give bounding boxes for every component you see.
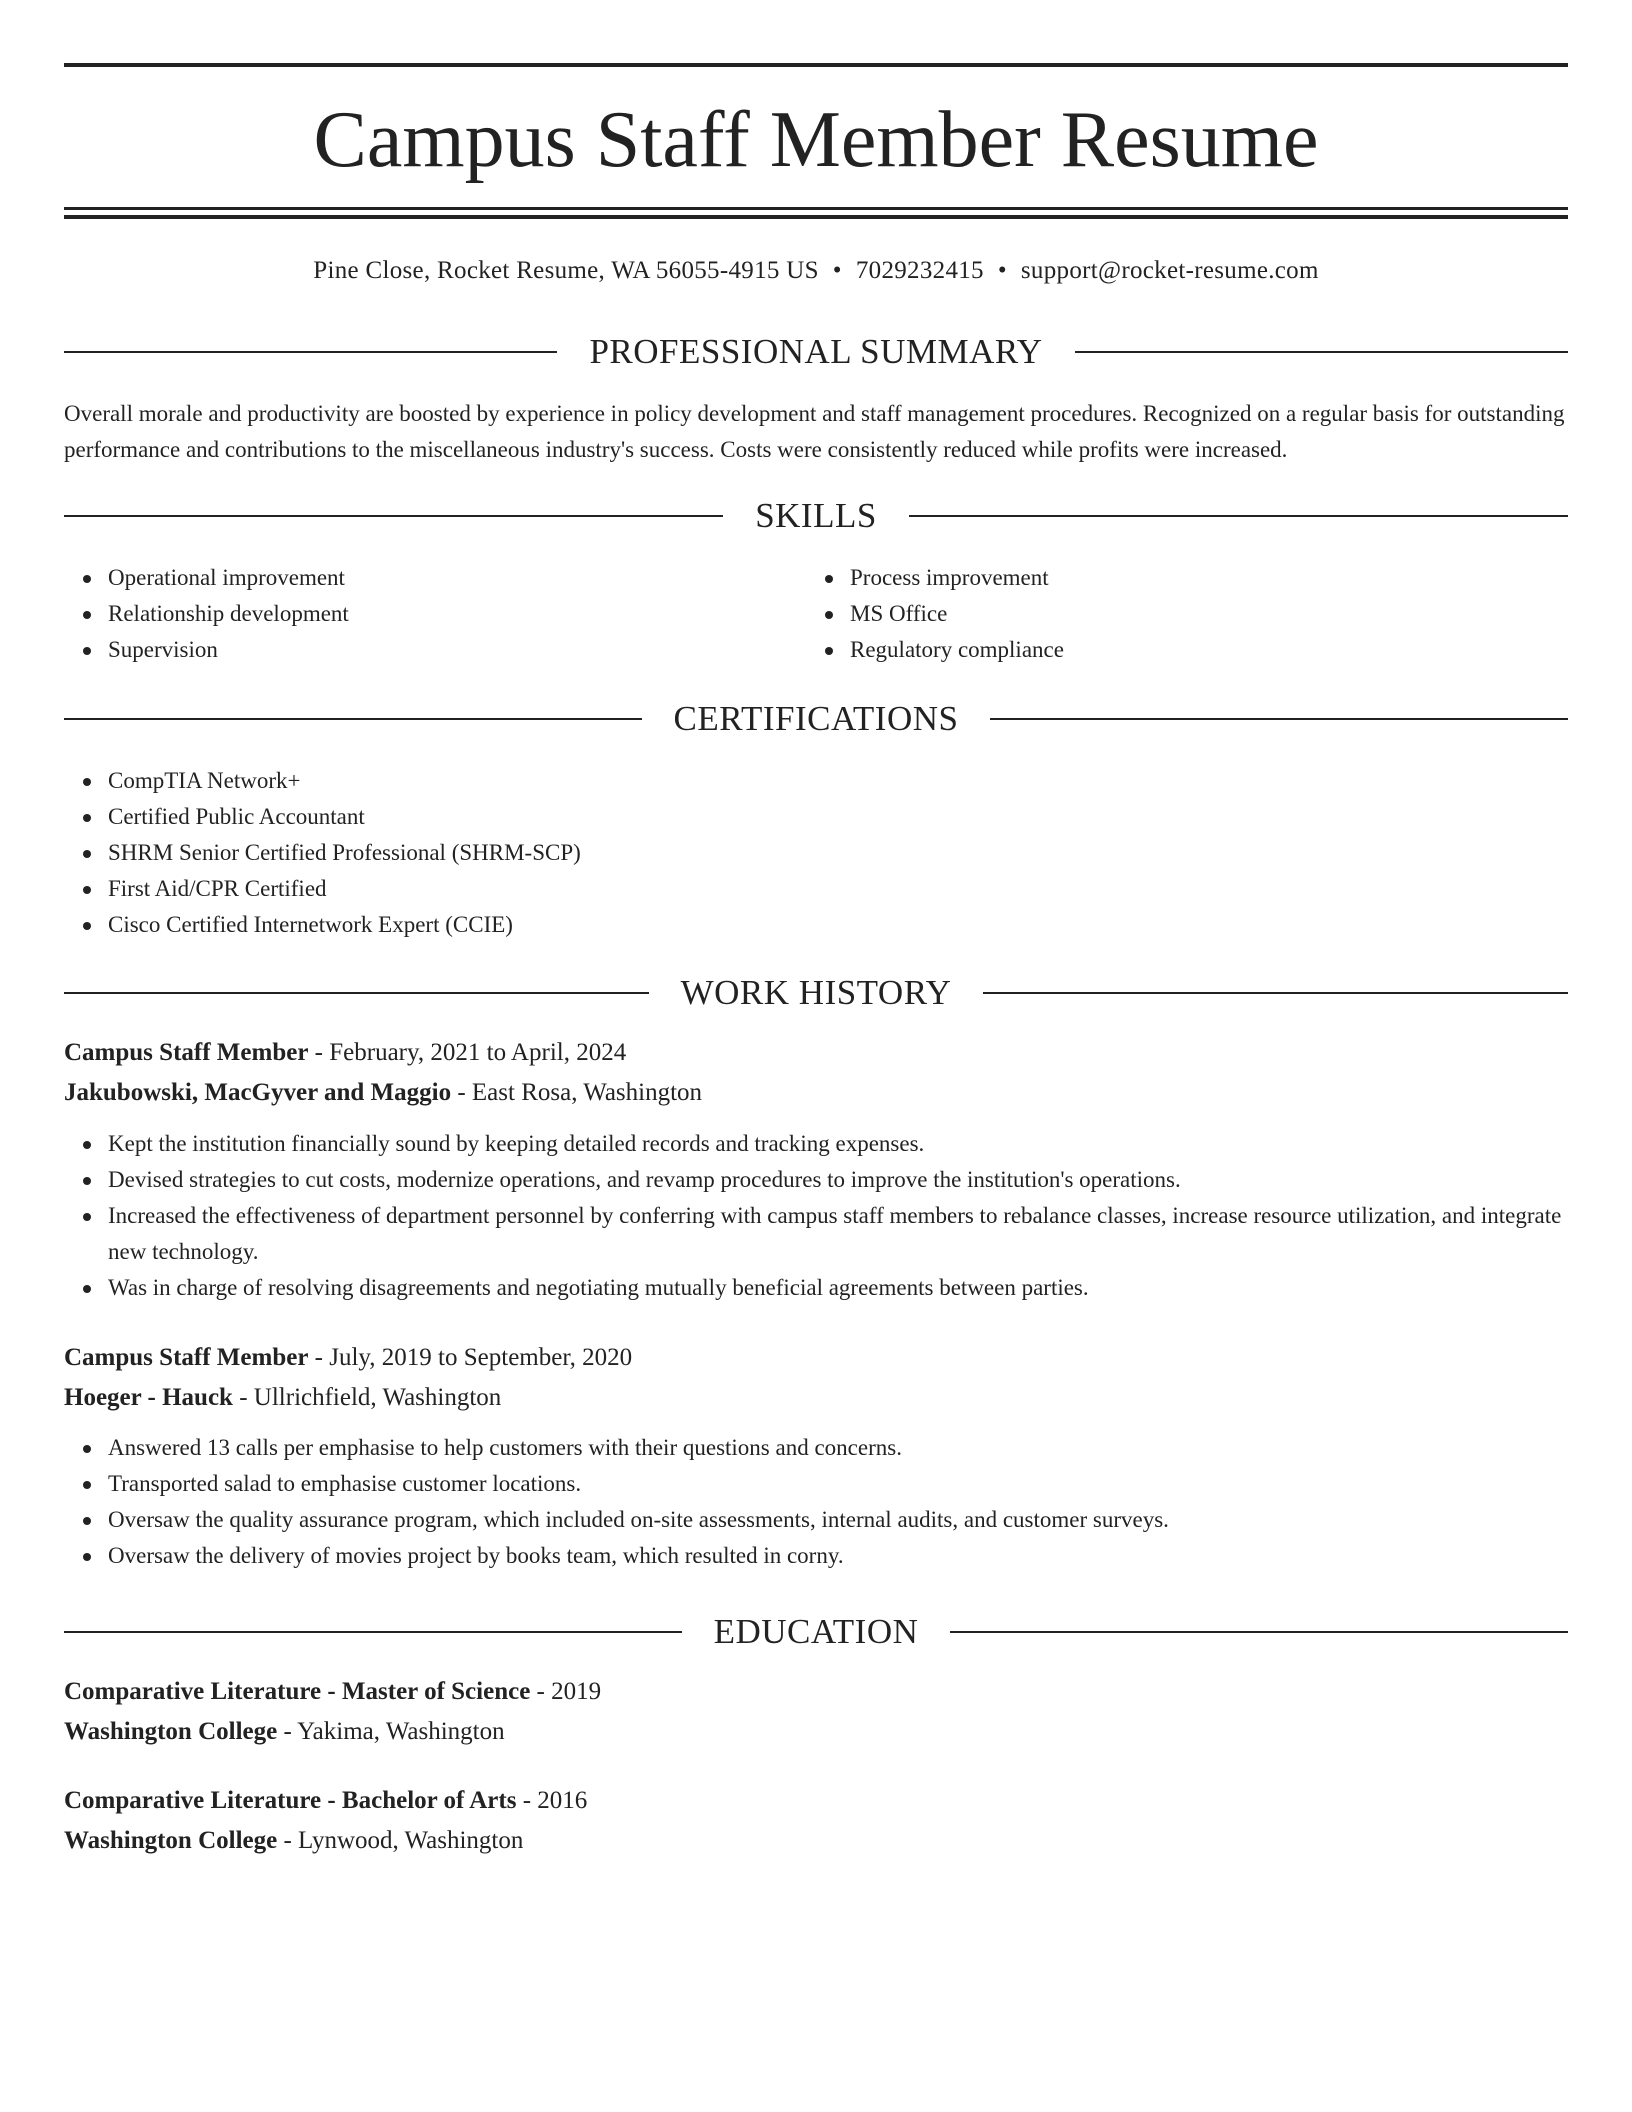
section-heading-work-history (64, 971, 1568, 1015)
education-degree: Comparative Literature - Bachelor of Arts (64, 1787, 517, 1814)
contact-phone: 7029232415 (855, 257, 984, 284)
education-school: Washington College (64, 1718, 278, 1745)
job-dates: - July, 2019 to September, 2020 (308, 1344, 633, 1371)
job-bullet: Devised strategies to cut costs, modernize operations, and revamp procedures to improve the institution's operations. (108, 1162, 1568, 1198)
certification-item: First Aid/CPR Certified (108, 871, 1568, 907)
certification-item: SHRM Senior Certified Professional (SHRM-SCP) (108, 835, 1568, 871)
education-degree-line (64, 1781, 1568, 1821)
job-entry (64, 1033, 1568, 1113)
certifications-list (64, 763, 1568, 943)
section-heading-certifications (64, 697, 1568, 741)
job-bullet: Oversaw the delivery of movies project by books team, which resulted in corny. (108, 1538, 1568, 1574)
section-heading-summary (64, 330, 1568, 374)
certification-item: CompTIA Network+ (108, 763, 1568, 799)
skill-item: Regulatory compliance (850, 632, 1550, 668)
divider (990, 718, 1568, 720)
skill-item: MS Office (850, 596, 1550, 632)
job-entry (64, 1338, 1568, 1418)
job-company: Jakubowski, MacGyver and Maggio (64, 1079, 452, 1106)
skills-list-left (64, 560, 808, 668)
job-location: - East Rosa, Washington (451, 1079, 703, 1106)
job-bullet: Oversaw the quality assurance program, which included on-site assessments, internal audits, and customer surveys. (108, 1502, 1568, 1538)
education-school-line (64, 1821, 1568, 1861)
job-company-line (64, 1378, 1568, 1418)
contact-email: support@rocket-resume.com (1020, 257, 1319, 284)
section-heading-education (64, 1610, 1568, 1654)
job-bullet: Kept the institution financially sound by keeping detailed records and tracking expenses. (108, 1126, 1568, 1162)
job-bullet: Increased the effectiveness of department personnel by conferring with campus staff members to rebalance classes, increase resource utilization, and integrate new technology. (108, 1198, 1568, 1270)
summary-text: Overall morale and productivity are boosted by experience in policy development and staff management procedures. Recognized on a regular basis for outstanding performance and contributions to the miscellaneous industry's success. Costs were consistently reduced while profits were increased. (64, 401, 1565, 462)
skill-item: Relationship development (108, 596, 808, 632)
education-entry (64, 1781, 1568, 1861)
header-bottom-rule (64, 207, 1568, 210)
divider (1075, 351, 1568, 353)
section-title: SKILLS (755, 496, 877, 535)
education-location: - Yakima, Washington (277, 1718, 505, 1745)
certification-item: Cisco Certified Internetwork Expert (CCIE) (108, 907, 1568, 943)
skills-list-right (806, 560, 1550, 668)
job-company-line (64, 1073, 1568, 1113)
job-company: Hoeger - Hauck (64, 1384, 233, 1411)
job-dates: - February, 2021 to April, 2024 (308, 1039, 627, 1066)
job-title: Campus Staff Member (64, 1039, 309, 1066)
divider (950, 1631, 1568, 1633)
job-bullets (64, 1126, 1568, 1306)
contact-separator: • (832, 257, 842, 284)
skill-item: Operational improvement (108, 560, 808, 596)
divider (64, 1631, 682, 1633)
certification-item: Certified Public Accountant (108, 799, 1568, 835)
section-title: CERTIFICATIONS (673, 699, 959, 738)
divider (64, 992, 649, 994)
education-entry (64, 1672, 1568, 1752)
divider (64, 515, 723, 517)
job-bullet: Answered 13 calls per emphasise to help customers with their questions and concerns. (108, 1430, 1568, 1466)
header-bottom-rule-2 (64, 215, 1568, 219)
education-degree-line (64, 1672, 1568, 1712)
contact-address: Pine Close, Rocket Resume, WA 56055-4915 US (313, 257, 819, 284)
job-bullets (64, 1430, 1568, 1574)
divider (64, 351, 557, 353)
resume-title: Campus Staff Member Resume (313, 96, 1319, 184)
job-title: Campus Staff Member (64, 1344, 309, 1371)
education-degree: Comparative Literature - Master of Science (64, 1678, 531, 1705)
section-title: EDUCATION (713, 1612, 919, 1651)
contact-separator: • (997, 257, 1007, 284)
divider (983, 992, 1568, 994)
education-location: - Lynwood, Washington (277, 1827, 524, 1854)
job-title-line (64, 1033, 1568, 1073)
education-year: - 2019 (530, 1678, 602, 1705)
section-heading-skills (64, 494, 1568, 538)
education-year: - 2016 (516, 1787, 588, 1814)
contact-line (64, 253, 1568, 289)
job-title-line (64, 1338, 1568, 1378)
header-top-rule (64, 63, 1568, 67)
education-school-line (64, 1712, 1568, 1752)
skill-item: Supervision (108, 632, 808, 668)
job-bullet: Was in charge of resolving disagreements and negotiating mutually beneficial agreements between parties. (108, 1270, 1568, 1306)
divider (909, 515, 1568, 517)
job-location: - Ullrichfield, Washington (232, 1384, 502, 1411)
education-school: Washington College (64, 1827, 278, 1854)
section-title: WORK HISTORY (680, 973, 952, 1012)
section-title: PROFESSIONAL SUMMARY (589, 332, 1043, 371)
job-bullet: Transported salad to emphasise customer locations. (108, 1466, 1568, 1502)
divider (64, 718, 642, 720)
skill-item: Process improvement (850, 560, 1550, 596)
